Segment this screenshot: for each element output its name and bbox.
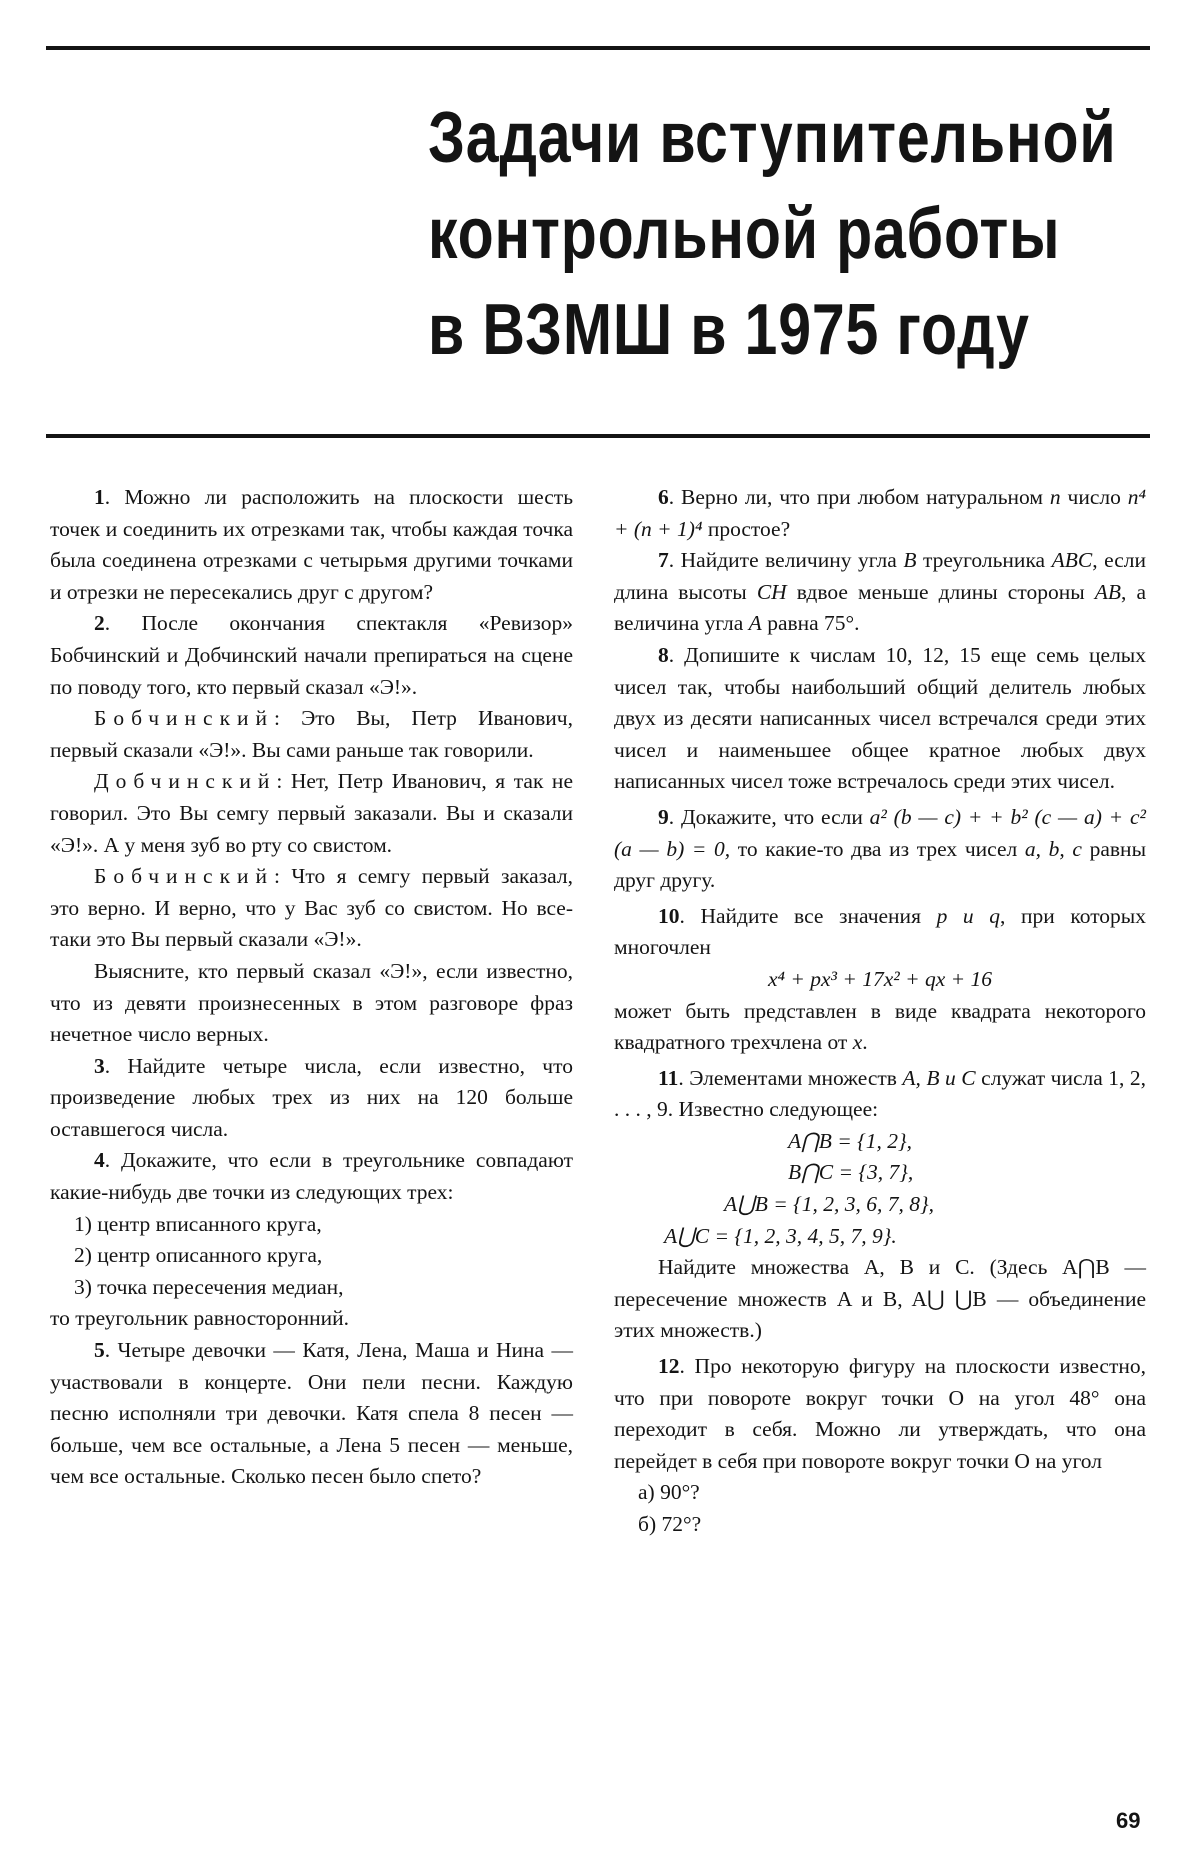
problem-1	[50, 482, 573, 608]
math-var: a, b, c	[1024, 836, 1082, 861]
equation: B⋂C = {3, 7},	[788, 1160, 914, 1185]
left-column	[50, 482, 573, 1493]
page-number: 69	[1116, 1808, 1141, 1833]
math-var: x	[852, 1030, 863, 1055]
problem-4-conclusion: то треугольник равносторонний.	[50, 1306, 350, 1331]
text-run: может быть представлен в виде квадрата некоторого квадратного трехчлена от	[614, 998, 1146, 1055]
title-line-3: в ВЗМШ в 1975 году	[428, 290, 1030, 370]
problem-number: 12	[658, 1354, 680, 1379]
math-var: A	[748, 611, 762, 636]
text-run: . Найдите все значения	[679, 903, 937, 928]
problem-number: 7	[658, 548, 669, 573]
problem-number: 5	[94, 1338, 105, 1363]
text-run: , а величина угла	[614, 579, 1147, 636]
problem-number: 11	[658, 1065, 679, 1090]
problem-11-question: Найдите множества A, B и C. (Здесь A⋂B — пересечение множеств A и B, A⋃ ⋃B — объединение этих множеств.)	[614, 1255, 1146, 1343]
text-run: . Верно ли, что при любом натуральном	[668, 485, 1050, 509]
dialog-line-1	[50, 703, 573, 766]
title-rule	[46, 434, 1150, 438]
list-item: а) 90°?	[638, 1480, 700, 1505]
list-item: б) 72°?	[638, 1512, 702, 1536]
title-line-2: контрольной работы	[428, 194, 1061, 274]
title-line-1: Задачи вступительной	[428, 98, 1117, 178]
problem-10	[614, 901, 1146, 964]
problem-12	[614, 1351, 1146, 1477]
problem-4	[50, 1145, 573, 1208]
dialog-question: Выясните, кто первый сказал «Э!», если известно, что из девяти произнесенных в этом разговоре фраз нечетное число верных.	[50, 958, 573, 1047]
speaker: Бобчинский	[94, 706, 275, 731]
math-var: n	[1049, 485, 1061, 509]
problem-7	[614, 545, 1146, 640]
problem-number: 2	[94, 611, 105, 636]
problem-2	[50, 608, 573, 703]
problem-3	[50, 1051, 573, 1146]
dialog-text: : Что я семгу первый заказал, это верно. И верно, что у Вас зуб со свистом. Но все-таки это Вы первый сказали «Э!».	[50, 864, 573, 952]
set-equations	[614, 1126, 1146, 1252]
problem-number: 6	[658, 485, 669, 509]
text-run: простое?	[702, 516, 791, 541]
problem-number: 3	[94, 1053, 105, 1078]
text-run: число	[1060, 485, 1128, 509]
problem-text: . Можно ли расположить на плоскости шесть точек и соединить их отрезками так, чтобы каждая точка была соединена отрезками с четырьмя другими точками и отрезки не пересекались друг с другом?	[50, 485, 573, 604]
problem-6	[614, 482, 1146, 545]
problem-text: . Про некоторую фигуру на плоскости известно, что при повороте вокруг точки O на угол 48° она переходит в себя. Можно ли утверждать, что она перейдет в себя при повороте вокруг точки O на угол	[614, 1354, 1146, 1473]
math-var: AB	[1094, 579, 1122, 604]
speaker: Бобчинский	[94, 864, 275, 889]
text-run: служат числа 1, 2, . . . , 9. Известно следующее:	[614, 1065, 1147, 1122]
text-run: вдвое меньше длины стороны	[786, 579, 1095, 604]
problem-number: 1	[94, 485, 105, 509]
problem-text: . Найдите четыре числа, если известно, что произведение любых трех из них на 120 больше оставшегося числа.	[50, 1053, 573, 1141]
text-run: то какие-то два из трех чисел	[730, 836, 1025, 861]
math-var: p и q	[936, 903, 1001, 928]
problem-number: 4	[94, 1148, 105, 1173]
top-rule	[46, 46, 1150, 50]
problem-5	[50, 1335, 573, 1493]
equation: A⋃B = {1, 2, 3, 6, 7, 8},	[724, 1192, 934, 1217]
speaker: Добчинский	[94, 769, 277, 794]
text-run: , при которых многочлен	[614, 903, 1147, 960]
problem-text: . Допишите к числам 10, 12, 15 еще семь целых чисел так, чтобы наибольший общий делитель любых двух из десяти написанных чисел встречался среди этих чисел и наименьшее общее кратное любых двух написанных чисел тоже встречалось среди этих чисел.	[614, 642, 1146, 794]
math-expression: a² (b — c) + + b² (c — a) + c² (a — b) = 0,	[614, 804, 1146, 861]
dialog-line-3	[50, 861, 573, 956]
dialog-text: : Это Вы, Петр Иванович, первый сказали «Э!». Вы сами раньше так говорили.	[50, 706, 573, 762]
math-var: ABC	[1051, 548, 1093, 573]
math-expression: n⁴ + (n + 1)⁴	[614, 485, 1147, 541]
text-run: треугольника	[916, 548, 1052, 573]
list-item: 3) точка пересечения медиан,	[74, 1274, 344, 1299]
equation: A⋂B = {1, 2},	[788, 1128, 912, 1153]
problem-11	[614, 1063, 1146, 1126]
text-run: . Докажите, что если	[668, 804, 870, 829]
right-column	[614, 482, 1146, 1541]
dialog-text: : Нет, Петр Иванович, я так не говорил. Это Вы семгу первый заказали. Вы и сказали «Э!». А у меня зуб во рту со свистом.	[50, 769, 573, 857]
math-var: CH	[756, 579, 787, 604]
text-run: равна 75°.	[761, 611, 860, 636]
problem-number: 8	[658, 642, 669, 667]
list-item: 1) центр вписанного круга,	[74, 1211, 322, 1236]
text-run: . Найдите величину угла	[668, 548, 904, 573]
problem-number: 10	[658, 903, 680, 928]
equation: A⋃C = {1, 2, 3, 4, 5, 7, 9}.	[664, 1223, 897, 1248]
problem-10-continuation	[614, 996, 1146, 1059]
list-item: 2) центр описанного круга,	[74, 1243, 323, 1268]
problem-text: . После окончания спектакля «Ревизор» Бобчинский и Добчинский начали препираться на сцене по поводу того, кто первый сказал «Э!».	[50, 611, 573, 699]
problem-8	[614, 640, 1146, 798]
article-title	[428, 90, 1117, 378]
text-run: .	[862, 1030, 868, 1055]
problem-number: 9	[658, 804, 669, 829]
math-var: A, B и C	[902, 1065, 976, 1090]
math-var: B	[903, 548, 917, 573]
problem-text: . Четыре девочки — Катя, Лена, Маша и Нина — участвовали в концерте. Они пели песни. Каждую песню исполняли три девочки. Катя спела 8 песен — больше, чем все остальные, а Лена 5 песен — меньше, чем все остальные. Сколько песен было спето?	[50, 1338, 573, 1489]
dialog-line-2	[50, 766, 573, 861]
text-run: равны друг другу.	[614, 836, 1147, 893]
text-run: , если длина высоты	[614, 548, 1147, 604]
problem-9	[614, 802, 1146, 897]
polynomial: x⁴ + px³ + 17x² + qx + 16	[767, 966, 993, 991]
text-run: . Элементами множеств	[678, 1065, 903, 1090]
problem-text: . Докажите, что если в треугольнике совпадают какие-нибудь две точки из следующих трех:	[50, 1148, 573, 1205]
